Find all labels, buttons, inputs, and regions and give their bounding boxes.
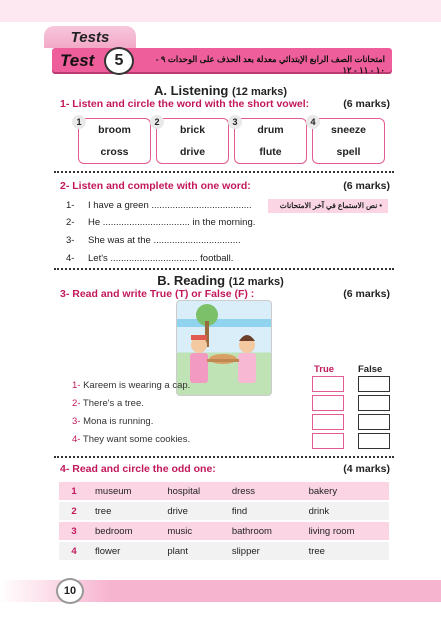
card-number: 1 bbox=[72, 115, 86, 129]
q2-heading bbox=[60, 180, 390, 192]
card-word[interactable]: drum bbox=[257, 124, 284, 136]
row-number: 2 bbox=[59, 502, 89, 520]
section-b-title: B. Reading bbox=[157, 273, 226, 288]
word-cell[interactable]: bathroom bbox=[226, 522, 303, 540]
card-word[interactable]: flute bbox=[259, 146, 282, 158]
word-card bbox=[234, 118, 307, 164]
page-number: 10 bbox=[56, 578, 84, 604]
word-cell[interactable]: drink bbox=[303, 502, 389, 520]
word-cell[interactable]: museum bbox=[89, 482, 161, 500]
card-number: 2 bbox=[150, 115, 164, 129]
top-band bbox=[0, 0, 441, 22]
card-word[interactable]: cross bbox=[100, 146, 129, 158]
word-cell[interactable]: find bbox=[226, 502, 303, 520]
reading-illustration bbox=[176, 300, 272, 396]
true-column-label: True bbox=[314, 364, 335, 375]
arabic-title: امتحانات الصف الرابع الإبتدائي معدلة بعد الحذف على الوحدات ٩ - ١٠ - ١١ - ١٢ bbox=[155, 54, 385, 75]
section-a-title: A. Listening bbox=[153, 83, 229, 98]
row-number: 4 bbox=[59, 542, 89, 560]
word-cell[interactable]: tree bbox=[89, 502, 161, 520]
section-a-marks: (12 marks) bbox=[231, 86, 288, 98]
q1-marks: (6 marks) bbox=[343, 98, 390, 110]
test-number-badge: 5 bbox=[104, 47, 134, 75]
statement-number: 2- bbox=[72, 398, 81, 409]
item-text: She was at the ................................. bbox=[88, 235, 241, 246]
q3-marks: (6 marks) bbox=[343, 288, 390, 300]
listening-note: • نص الاستماع في آخر الامتحانات bbox=[268, 199, 388, 213]
item-number: 2- bbox=[66, 217, 75, 228]
test-label: Test bbox=[60, 51, 95, 70]
statement-text: Mona is running. bbox=[83, 416, 154, 427]
card-word[interactable]: broom bbox=[98, 124, 131, 136]
card-word[interactable]: drive bbox=[179, 146, 206, 158]
q2-item bbox=[66, 217, 255, 228]
word-card bbox=[78, 118, 151, 164]
false-answer-box[interactable] bbox=[358, 376, 390, 392]
word-cell[interactable]: plant bbox=[161, 542, 225, 560]
tests-tab: Tests bbox=[44, 26, 136, 48]
q4-marks: (4 marks) bbox=[343, 463, 390, 475]
table-row bbox=[59, 542, 389, 560]
q1-word-cards bbox=[78, 118, 388, 164]
item-number: 1- bbox=[66, 200, 75, 211]
q2-item bbox=[66, 235, 241, 246]
item-number: 4- bbox=[66, 253, 75, 264]
statement-text: Kareem is wearing a cap. bbox=[83, 380, 191, 391]
q1-title: 1- Listen and circle the word with the short vowel: bbox=[60, 98, 310, 110]
card-word[interactable]: brick bbox=[179, 124, 206, 136]
card-number: 4 bbox=[306, 115, 320, 129]
q2-title: 2- Listen and complete with one word: bbox=[60, 180, 251, 192]
q4-heading bbox=[60, 463, 390, 475]
card-number: 3 bbox=[228, 115, 242, 129]
q3-heading bbox=[60, 288, 390, 300]
statement bbox=[72, 434, 190, 445]
false-column-label: False bbox=[358, 364, 383, 375]
word-cell[interactable]: hospital bbox=[161, 482, 225, 500]
section-a-heading bbox=[0, 83, 441, 98]
divider bbox=[54, 456, 394, 462]
false-answer-box[interactable] bbox=[358, 395, 390, 411]
statement-number: 1- bbox=[72, 380, 81, 391]
word-cell[interactable]: living room bbox=[303, 522, 389, 540]
statement-text: There's a tree. bbox=[82, 398, 144, 409]
word-card bbox=[312, 118, 385, 164]
false-answer-box[interactable] bbox=[358, 414, 390, 430]
statement-text: They want some cookies. bbox=[82, 434, 191, 445]
statement-number: 3- bbox=[72, 416, 81, 427]
statement bbox=[72, 416, 153, 427]
q3-title: 3- Read and write True (T) or False (F) : bbox=[60, 288, 255, 300]
word-cell[interactable]: bedroom bbox=[89, 522, 161, 540]
q2-item bbox=[66, 200, 252, 211]
card-word[interactable]: spell bbox=[336, 146, 361, 158]
q4-title: 4- Read and circle the odd one: bbox=[60, 463, 216, 475]
word-card bbox=[156, 118, 229, 164]
true-answer-box[interactable] bbox=[312, 414, 344, 430]
row-number: 3 bbox=[59, 522, 89, 540]
table-row bbox=[59, 482, 389, 500]
q1-heading bbox=[60, 98, 390, 110]
statement-number: 4- bbox=[72, 434, 81, 445]
section-b-marks: (12 marks) bbox=[228, 276, 284, 288]
odd-one-table bbox=[59, 480, 389, 562]
item-text: I have a green ...................................... bbox=[88, 200, 252, 211]
q2-item bbox=[66, 253, 233, 264]
word-cell[interactable]: flower bbox=[89, 542, 161, 560]
true-answer-box[interactable] bbox=[312, 395, 344, 411]
divider bbox=[54, 171, 394, 177]
statement bbox=[72, 380, 190, 391]
false-answer-box[interactable] bbox=[358, 433, 390, 449]
item-number: 3- bbox=[66, 235, 75, 246]
true-answer-box[interactable] bbox=[312, 433, 344, 449]
word-cell[interactable]: bakery bbox=[303, 482, 389, 500]
table-row bbox=[59, 502, 389, 520]
word-cell[interactable]: drive bbox=[161, 502, 225, 520]
card-word[interactable]: sneeze bbox=[330, 124, 367, 136]
item-text: Let's ................................. football. bbox=[88, 253, 234, 264]
word-cell[interactable]: music bbox=[161, 522, 225, 540]
word-cell[interactable]: dress bbox=[226, 482, 303, 500]
word-cell[interactable]: slipper bbox=[226, 542, 303, 560]
q2-marks: (6 marks) bbox=[343, 180, 390, 192]
table-row bbox=[59, 522, 389, 540]
statement bbox=[72, 398, 144, 409]
item-text: He ................................. in the morning. bbox=[88, 217, 256, 228]
section-b-heading bbox=[0, 273, 441, 288]
true-answer-box[interactable] bbox=[312, 376, 344, 392]
row-number: 1 bbox=[59, 482, 89, 500]
word-cell[interactable]: tree bbox=[303, 542, 389, 560]
